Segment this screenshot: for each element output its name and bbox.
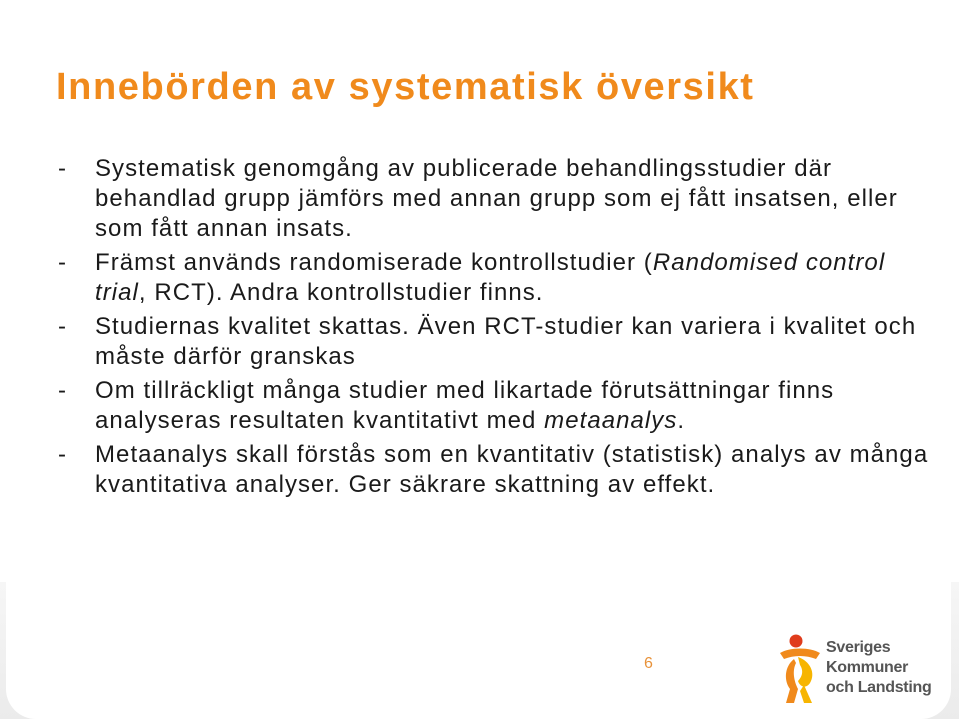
bullet-item — [58, 440, 938, 500]
bullet-item — [58, 248, 938, 308]
skl-logo — [776, 633, 952, 707]
bullet-dash: - — [58, 377, 68, 404]
bullet-item — [58, 312, 938, 372]
bullet-dash: - — [58, 249, 68, 276]
bullet-text-part: . — [677, 407, 686, 434]
page-number: 6 — [644, 655, 653, 672]
logo-text — [826, 638, 931, 698]
bullet-list — [58, 154, 938, 504]
bullet-text-part: Systematisk genomgång av publicerade behandlingsstudier där behandlad grupp jämförs med annan grupp som ej fått insatsen, eller som fått annan insats. — [95, 155, 898, 242]
bullet-text-part: Om tillräckligt många studier med likartade förutsättningar finns analyseras resultaten kvantitativt med — [95, 377, 835, 434]
bullet-text — [95, 441, 928, 498]
bullet-item — [58, 376, 938, 436]
bullet-text — [95, 313, 916, 370]
bullet-text — [95, 377, 834, 434]
bullet-text — [95, 155, 898, 242]
logo-line: Kommuner — [826, 659, 909, 676]
bullet-dash: - — [58, 441, 68, 468]
bullet-text-italic: metaanalys — [544, 407, 678, 434]
bullet-text-part: Metaanalys skall förstås som en kvantitativ (statistisk) analys av många kvantitativa analyser. Ger säkrare skattning av effekt. — [95, 441, 929, 498]
bullet-text-italic: Randomised control trial — [95, 249, 886, 306]
bullet-text-part: Främst används randomiserade kontrollstudier ( — [95, 249, 653, 276]
bullet-item — [58, 154, 938, 244]
bullet-text-part: , RCT). Andra kontrollstudier finns. — [138, 279, 544, 306]
logo-line: Sveriges — [826, 639, 891, 656]
bullet-dash: - — [58, 155, 68, 182]
slide-title: Innebörden av systematisk översikt — [56, 66, 755, 108]
bullet-text-part: Studiernas kvalitet skattas. Även RCT-studier kan variera i kvalitet och måste därför granskas — [95, 313, 917, 370]
logo-line: och Landsting — [826, 679, 932, 696]
bullet-text — [95, 249, 885, 306]
bullet-dash: - — [58, 313, 68, 340]
skl-figure-logo-icon — [776, 633, 824, 707]
